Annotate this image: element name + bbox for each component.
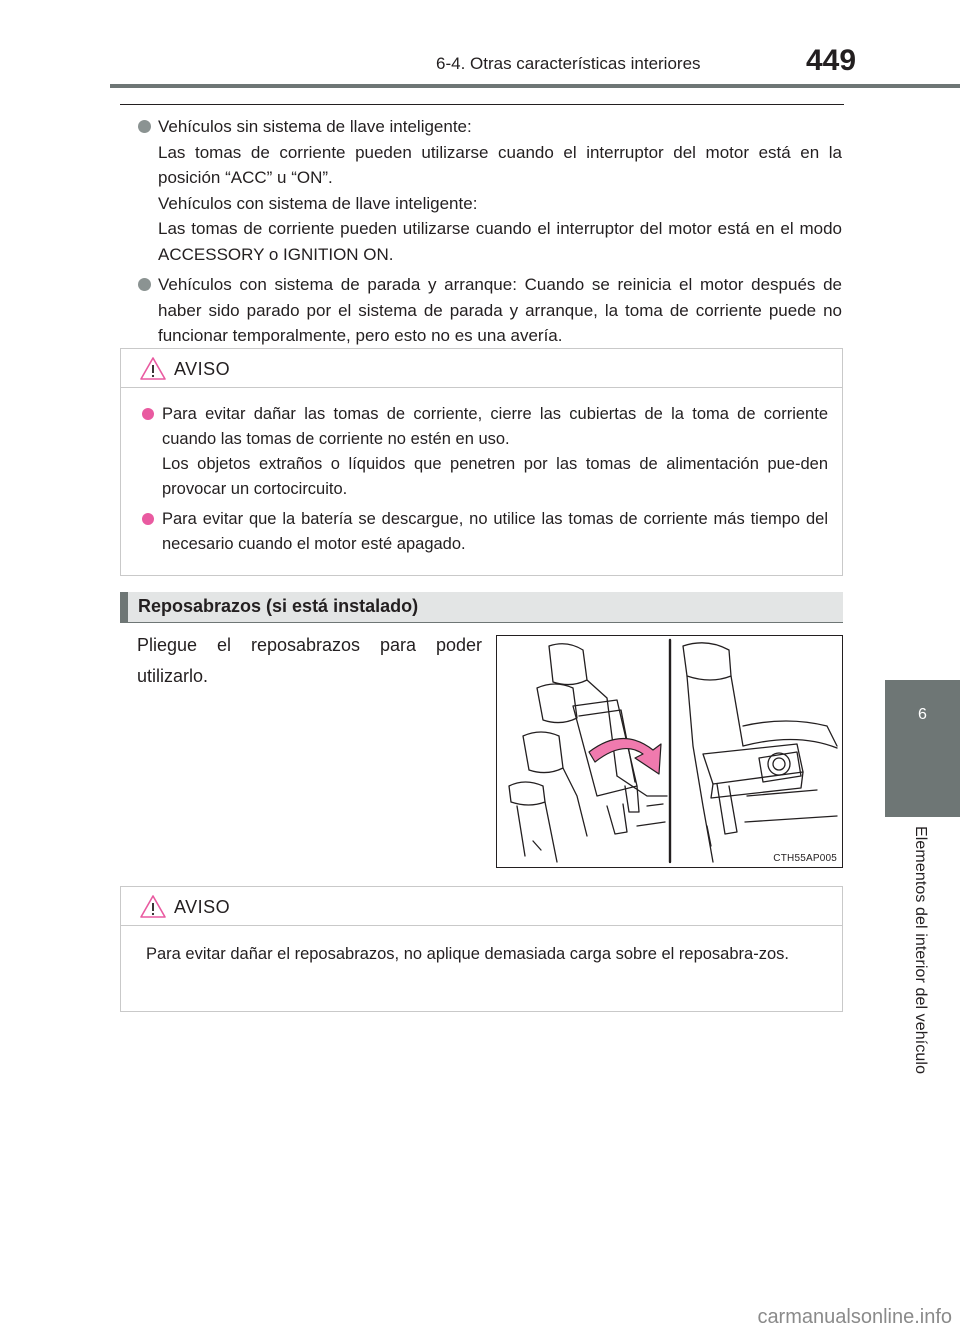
- watermark: carmanualsonline.info: [757, 1306, 952, 1328]
- bullet-text: Las tomas de corriente pueden utilizarse cuando el interruptor del motor está en el modo ACCESSORY o IGNITION ON.: [158, 219, 842, 264]
- divider: [120, 104, 844, 105]
- info-bullets: [138, 114, 842, 349]
- armrest-figure: [496, 635, 843, 868]
- bullet-text: Las tomas de corriente pueden utilizarse cuando el interruptor del motor está en la posición “ACC” u “ON”.: [158, 142, 842, 187]
- bullet-dot-icon: [138, 278, 151, 291]
- notice-body: [121, 926, 842, 967]
- notice-text: Para evitar dañar el reposabrazos, no aplique demasiada carga sobre el reposabra-zos.: [146, 945, 789, 963]
- notice-box: [120, 348, 843, 576]
- bullet-item: [138, 114, 842, 267]
- warning-icon: [139, 356, 167, 381]
- notice-text: Para evitar dañar las tomas de corriente, cierre las cubiertas de la toma de corriente cuando las tomas de corriente no estén en uso.: [162, 405, 828, 448]
- bullet-text: Vehículos con sistema de parada y arranque: Cuando se reinicia el motor después de haber sido parado por el sistema de parada y arranque, la toma de corriente puede no funcionar temporalmente, pero esto no es una avería.: [158, 275, 842, 345]
- fold-arrow: [589, 738, 661, 774]
- section-intro: Pliegue el reposabrazos para poder utilizarlo.: [137, 635, 482, 686]
- notice-body: [121, 388, 842, 557]
- bullet-text: Vehículos con sistema de llave inteligente:: [158, 193, 478, 213]
- bullet-text: Vehículos sin sistema de llave inteligente:: [158, 117, 472, 136]
- page-number: 449: [806, 44, 857, 77]
- section-title: Reposabrazos (si está instalado): [138, 596, 419, 616]
- chapter-tab: [885, 680, 960, 817]
- figure-code: CTH55AP005: [773, 853, 837, 864]
- bullet-item: [138, 272, 842, 349]
- header-section-title: 6-4. Otras características interiores: [436, 54, 701, 73]
- notice-bullet: [142, 507, 828, 557]
- notice-title: AVISO: [174, 897, 231, 917]
- section-accent: [120, 592, 128, 622]
- notice-box-2: [120, 886, 843, 1012]
- chapter-number: 6: [918, 706, 927, 723]
- rear-seat-armrest-lowered-illustration: [683, 643, 837, 862]
- chapter-label: Elementos del interior del vehículo: [912, 826, 929, 1075]
- warning-icon: [139, 894, 167, 919]
- bullet-dot-icon: [138, 120, 151, 133]
- header-rule: [110, 84, 960, 88]
- notice-bullet-dot-icon: [142, 513, 154, 525]
- notice-text: Para evitar que la batería se descargue, no utilice las tomas de corriente más tiempo del necesario cuando el motor esté apagado.: [162, 510, 828, 553]
- notice-bullet: [142, 402, 828, 502]
- section-heading: [120, 592, 843, 623]
- notice-header: [121, 349, 842, 388]
- notice-text: Los objetos extraños o líquidos que penetren por las tomas de alimentación pue-den provocar un cortocircuito.: [162, 455, 828, 498]
- notice-header: [121, 887, 842, 926]
- notice-bullet-dot-icon: [142, 408, 154, 420]
- armrest-illustration: [497, 636, 842, 867]
- notice-title: AVISO: [174, 359, 231, 379]
